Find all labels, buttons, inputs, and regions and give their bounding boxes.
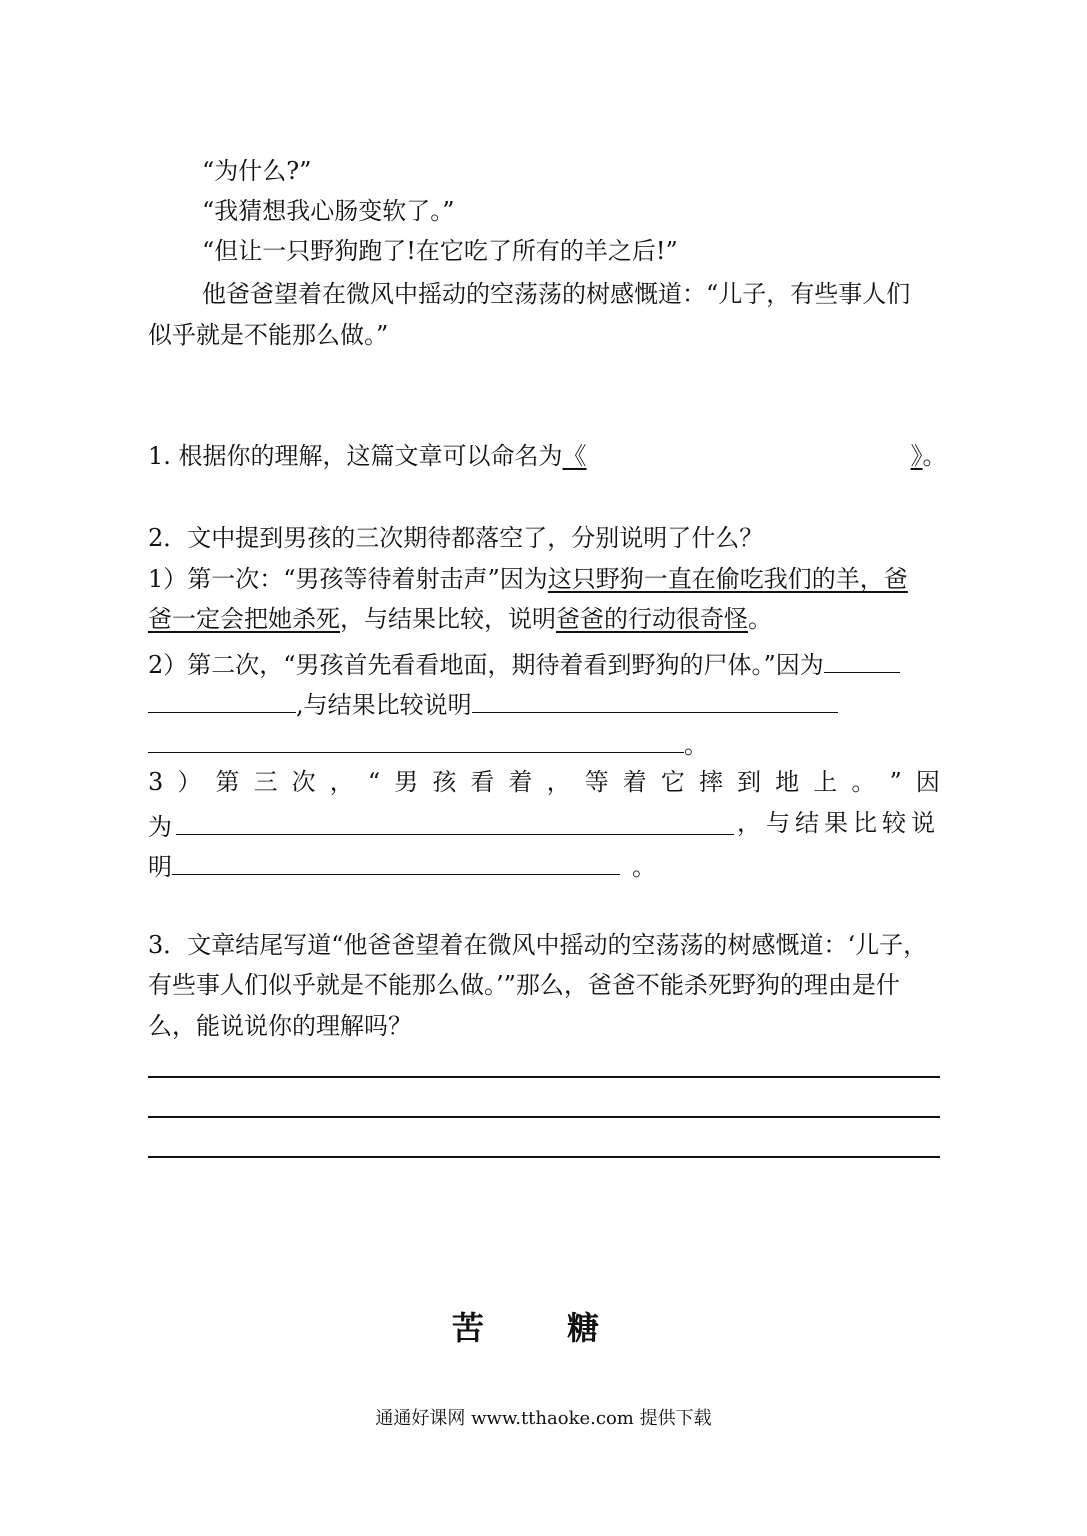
answer-3-char: 3 bbox=[148, 768, 164, 796]
answer-2-blank-4[interactable] bbox=[148, 726, 684, 753]
answer-2-blank-3[interactable] bbox=[472, 686, 838, 713]
answer-3-char: ， bbox=[329, 768, 354, 796]
answer-3-char: 摔 bbox=[698, 768, 723, 796]
question-2: 2．文中提到男孩的三次期待都落空了，分别说明了什么？ bbox=[148, 524, 764, 552]
question-2-answer-2-line-2: ,与结果比较说明 bbox=[148, 686, 838, 720]
answer-3-char: 着 bbox=[508, 768, 533, 796]
question-3-line-3: 么，能说说你的理解吗？ bbox=[148, 1012, 412, 1040]
answer-3-char: 到 bbox=[737, 768, 762, 796]
question-3-answer-line-1[interactable] bbox=[148, 1076, 940, 1078]
question-2-answer-2-line-1: 2）第二次，“男孩首先看看地面，期待着看到野狗的尸体。”因为 bbox=[148, 646, 900, 680]
question-2-answer-1-line-1: 1）第一次：“男孩等待着射击声”因为这只野狗一直在偷吃我们的羊，爸 bbox=[148, 565, 908, 593]
answer-3-blank-1[interactable] bbox=[176, 808, 734, 835]
answer-2-blank-2[interactable] bbox=[148, 686, 296, 713]
answer-3-blank-2[interactable] bbox=[172, 848, 620, 875]
answer-3-char: 。 bbox=[851, 768, 876, 796]
question-3-answer-line-2[interactable] bbox=[148, 1116, 940, 1118]
answer-3-char: 地 bbox=[775, 768, 800, 796]
answer-3-char: 男 bbox=[394, 768, 419, 796]
passage-line-4: 他爸爸望着在微风中摇动的空荡荡的树感慨道：“儿子，有些事人们 bbox=[202, 280, 911, 308]
answer-3-char: 第 bbox=[215, 768, 240, 796]
footer: 通通好课网 www.tthaoke.com 提供下载 bbox=[375, 1408, 712, 1429]
answer-3-spaced-text bbox=[148, 767, 940, 797]
answer-2-blank-1[interactable] bbox=[824, 646, 900, 673]
question-2-answer-3-line-1 bbox=[148, 767, 940, 797]
passage-line-1: “为什么?” bbox=[202, 157, 312, 185]
answer-3-char: ， bbox=[546, 768, 571, 796]
answer-3-char: ” bbox=[889, 768, 902, 796]
next-section-title: 苦 糖 bbox=[451, 1309, 636, 1347]
answer-3-char: 孩 bbox=[432, 768, 457, 796]
passage-line-2: “我猜想我心肠变软了。” bbox=[202, 197, 455, 225]
answer-3-char: ） bbox=[177, 768, 202, 796]
question-3-line-1: 3．文章结尾写道“他爸爸望着在微风中摇动的空荡荡的树感慨道：‘儿子， bbox=[148, 931, 928, 959]
answer-3-char: 看 bbox=[470, 768, 495, 796]
answer-3-char: 着 bbox=[622, 768, 647, 796]
answer-3-char: 它 bbox=[660, 768, 685, 796]
answer-3-char: “ bbox=[367, 768, 381, 796]
question-2-answer-3-line-3: 明 。 bbox=[148, 848, 656, 882]
question-2-answer-2-line-3: 。 bbox=[148, 726, 708, 760]
answer-3-char: 上 bbox=[813, 768, 838, 796]
question-1-answer-field[interactable]: 《 》 bbox=[562, 442, 923, 470]
answer-3-char: 次 bbox=[291, 768, 316, 796]
passage-line-3: “但让一只野狗跑了!在它吃了所有的羊之后!” bbox=[202, 237, 678, 265]
question-2-answer-3-line-2: 为 ，与结果比较说 bbox=[148, 809, 940, 841]
question-1-text: 1. 根据你的理解，这篇文章可以命名为 bbox=[148, 442, 563, 470]
answer-3-char: 等 bbox=[584, 768, 609, 796]
answer-3-char: 三 bbox=[253, 768, 278, 796]
question-2-answer-1-line-2: 爸一定会把她杀死，与结果比较，说明爸爸的行动很奇怪。 bbox=[148, 605, 772, 633]
passage-line-5: 似乎就是不能那么做。” bbox=[148, 321, 389, 349]
question-3-line-2: 有些事人们似乎就是不能那么做。’”那么，爸爸不能杀死野狗的理由是什 bbox=[148, 971, 900, 999]
answer-1-underlined-text: 这只野狗一直在偷吃我们的羊，爸 bbox=[547, 565, 908, 593]
answer-3-char: 因 bbox=[915, 768, 940, 796]
question-3-answer-line-3[interactable] bbox=[148, 1156, 940, 1158]
question-1: 1. 根据你的理解，这篇文章可以命名为《 》。 bbox=[148, 442, 947, 470]
